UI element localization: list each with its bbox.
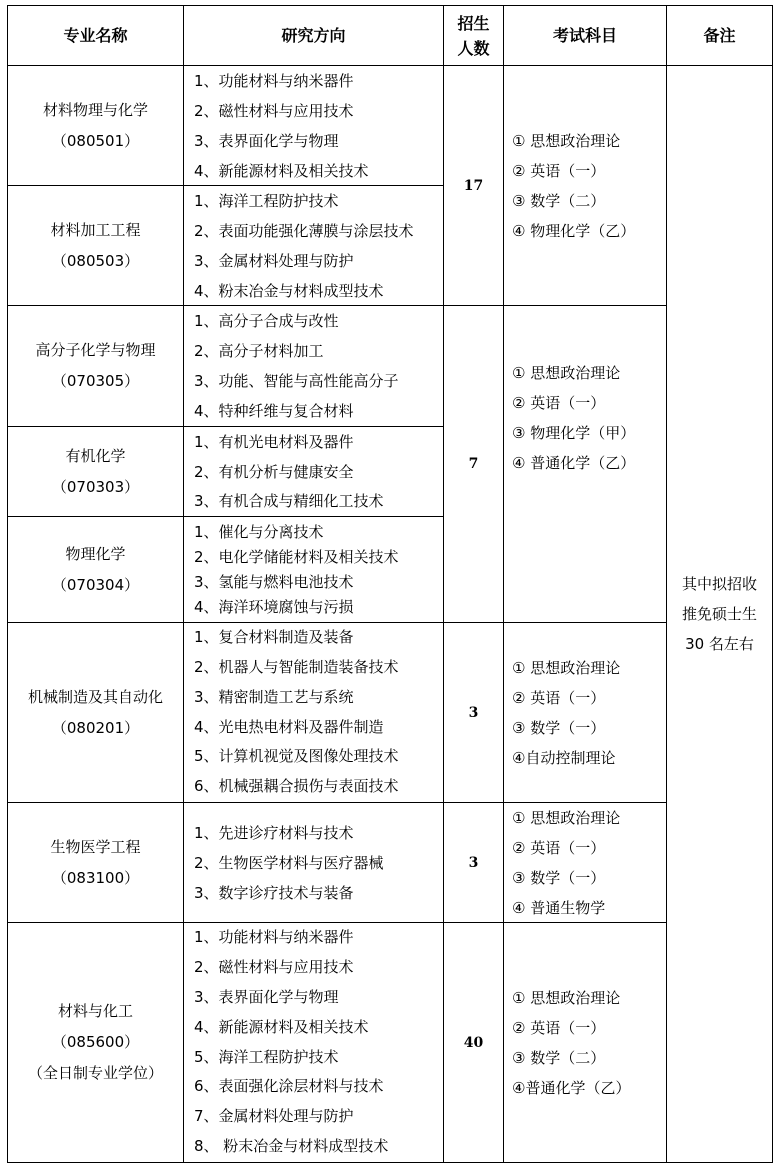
direction-item: 3、精密制造工艺与系统 (194, 687, 354, 706)
direction-item: 3、表界面化学与物理 (194, 987, 339, 1006)
note-line: 其中拟招收 (681, 575, 757, 593)
exam-subject: ③ 数学（一） (512, 718, 606, 737)
major-cell (8, 517, 183, 622)
direction-item: 3、有机合成与精细化工技术 (194, 492, 384, 510)
exam-subject: ② 英语（一） (512, 394, 606, 412)
direction-item: 4、新能源材料及相关技术 (194, 161, 369, 180)
direction-item: 3、表界面化学与物理 (194, 131, 339, 150)
direction-item: 3、金属材料处理与防护 (194, 251, 354, 270)
direction-item: 4、特种纤维与复合材料 (194, 402, 354, 420)
enroll-count-cell (444, 623, 503, 802)
major-code: （080503） (51, 251, 140, 270)
major-code: （080501） (51, 131, 140, 150)
exam-subject: ③ 数学（一） (512, 868, 606, 887)
major-code: （080201） (51, 718, 140, 737)
header-enroll-line2: 人数 (457, 38, 490, 58)
direction-item: 1、功能材料与纳米器件 (194, 71, 354, 90)
header-note-label: 备注 (703, 26, 736, 45)
header-note (667, 6, 772, 65)
exam-subject: ② 英语（一） (512, 838, 606, 857)
exam-subject: ④ 物理化学（乙） (512, 221, 636, 240)
enroll-count: 17 (463, 177, 484, 194)
enroll-count-cell (444, 66, 503, 305)
exam-subject: ④ 普通生物学 (512, 898, 606, 917)
major-name: 材料加工工程 (50, 220, 141, 239)
header-direction-label: 研究方向 (281, 26, 346, 45)
direction-item: 2、有机分析与健康安全 (194, 463, 354, 481)
direction-item: 2、表面功能强化薄膜与涂层技术 (194, 221, 414, 240)
direction-item: 1、催化与分离技术 (194, 522, 324, 541)
direction-item: 3、功能、智能与高性能高分子 (194, 372, 399, 390)
enroll-count: 3 (468, 854, 479, 871)
major-name: 材料与化工 (57, 1002, 133, 1020)
exam-subject: ③ 数学（二） (512, 1048, 606, 1067)
exam-subject: ① 思想政治理论 (512, 658, 621, 677)
exam-subject: ② 英语（一） (512, 1018, 606, 1037)
exam-subject: ① 思想政治理论 (512, 364, 621, 382)
exam-subject: ① 思想政治理论 (512, 131, 621, 150)
major-name: 机械制造及其自动化 (27, 687, 163, 706)
note-cell (667, 66, 772, 1162)
enroll-count-cell (444, 803, 503, 922)
direction-item: 1、复合材料制造及装备 (194, 628, 354, 647)
major-name: 生物医学工程 (50, 837, 141, 856)
direction-item: 1、海洋工程防护技术 (194, 191, 339, 210)
direction-item: 8、 粉末冶金与材料成型技术 (194, 1136, 389, 1155)
header-direction (184, 6, 443, 65)
header-exam (504, 6, 666, 65)
header-enroll (444, 6, 503, 65)
header-enroll-line1: 招生 (457, 13, 490, 33)
direction-item: 3、数字诊疗技术与装备 (194, 883, 354, 902)
exam-subject-list (504, 803, 666, 922)
enroll-count: 40 (463, 1034, 484, 1051)
direction-list (184, 306, 443, 426)
note-line: 推免硕士生 (681, 605, 757, 623)
enroll-count-cell (444, 306, 503, 622)
direction-list (184, 186, 443, 305)
exam-subject: ② 英语（一） (512, 688, 606, 707)
exam-subject-list (504, 923, 666, 1162)
exam-subject: ④普通化学（乙） (512, 1078, 631, 1097)
direction-list (184, 623, 443, 802)
exam-subject-list (504, 306, 666, 530)
direction-item: 2、磁性材料与应用技术 (194, 958, 354, 977)
exam-subject: ④ 普通化学（乙） (512, 454, 636, 472)
direction-list (184, 427, 443, 516)
exam-subject: ③ 物理化学（甲） (512, 424, 636, 442)
major-cell (8, 306, 183, 426)
enroll-count: 7 (468, 456, 479, 472)
direction-list (184, 803, 443, 922)
header-major (8, 6, 183, 65)
direction-item: 1、功能材料与纳米器件 (194, 928, 354, 947)
direction-item: 5、海洋工程防护技术 (194, 1047, 339, 1066)
direction-item: 6、表面强化涂层材料与技术 (194, 1077, 384, 1096)
major-cell (8, 623, 183, 802)
direction-item: 1、高分子合成与改性 (194, 312, 339, 330)
major-code: （070304） (51, 575, 140, 594)
direction-item: 6、机械强耦合损伤与表面技术 (194, 777, 399, 796)
enroll-count: 3 (468, 704, 479, 721)
major-cell (8, 923, 183, 1162)
direction-list (184, 517, 443, 622)
major-code: （083100） (51, 868, 140, 887)
major-name: 有机化学 (65, 446, 126, 465)
major-name: 材料物理与化学 (42, 100, 148, 119)
direction-item: 5、计算机视觉及图像处理技术 (194, 747, 399, 766)
direction-item: 7、金属材料处理与防护 (194, 1107, 354, 1126)
major-code: （070303） (51, 477, 140, 496)
direction-item: 3、氢能与燃料电池技术 (194, 572, 354, 591)
direction-item: 2、电化学储能材料及相关技术 (194, 547, 399, 566)
major-name: 高分子化学与物理 (35, 341, 156, 359)
major-cell (8, 427, 183, 516)
enroll-count-cell (444, 923, 503, 1162)
exam-subject: ④自动控制理论 (512, 748, 616, 767)
header-exam-label: 考试科目 (552, 26, 617, 45)
major-degree-type: （全日制专业学位） (27, 1064, 163, 1082)
table-border-bottom (7, 1162, 773, 1163)
direction-list (184, 923, 443, 1162)
major-cell (8, 186, 183, 305)
exam-subject: ① 思想政治理论 (512, 988, 621, 1007)
exam-subject-list (504, 66, 666, 305)
direction-item: 4、粉末冶金与材料成型技术 (194, 281, 384, 300)
exam-subject: ① 思想政治理论 (512, 808, 621, 827)
major-code: （085600） (51, 1033, 140, 1051)
exam-subject: ③ 数学（二） (512, 191, 606, 210)
exam-subject: ② 英语（一） (512, 161, 606, 180)
major-cell (8, 66, 183, 185)
direction-item: 2、磁性材料与应用技术 (194, 101, 354, 120)
direction-item: 1、有机光电材料及器件 (194, 433, 354, 451)
direction-item: 1、先进诊疗材料与技术 (194, 823, 354, 842)
direction-item: 4、新能源材料及相关技术 (194, 1017, 369, 1036)
direction-item: 4、海洋环境腐蚀与污损 (194, 597, 354, 616)
table-border-right (772, 5, 773, 1163)
direction-item: 2、生物医学材料与医疗器械 (194, 853, 384, 872)
exam-subject-list (504, 623, 666, 802)
direction-list (184, 66, 443, 185)
major-name: 物理化学 (65, 544, 126, 563)
major-code: （070305） (51, 372, 140, 390)
direction-item: 2、高分子材料加工 (194, 342, 324, 360)
major-cell (8, 803, 183, 922)
direction-item: 4、光电热电材料及器件制造 (194, 717, 384, 736)
direction-item: 2、机器人与智能制造装备技术 (194, 657, 399, 676)
note-line: 30 名左右 (685, 635, 754, 653)
header-major-label: 专业名称 (63, 26, 128, 45)
